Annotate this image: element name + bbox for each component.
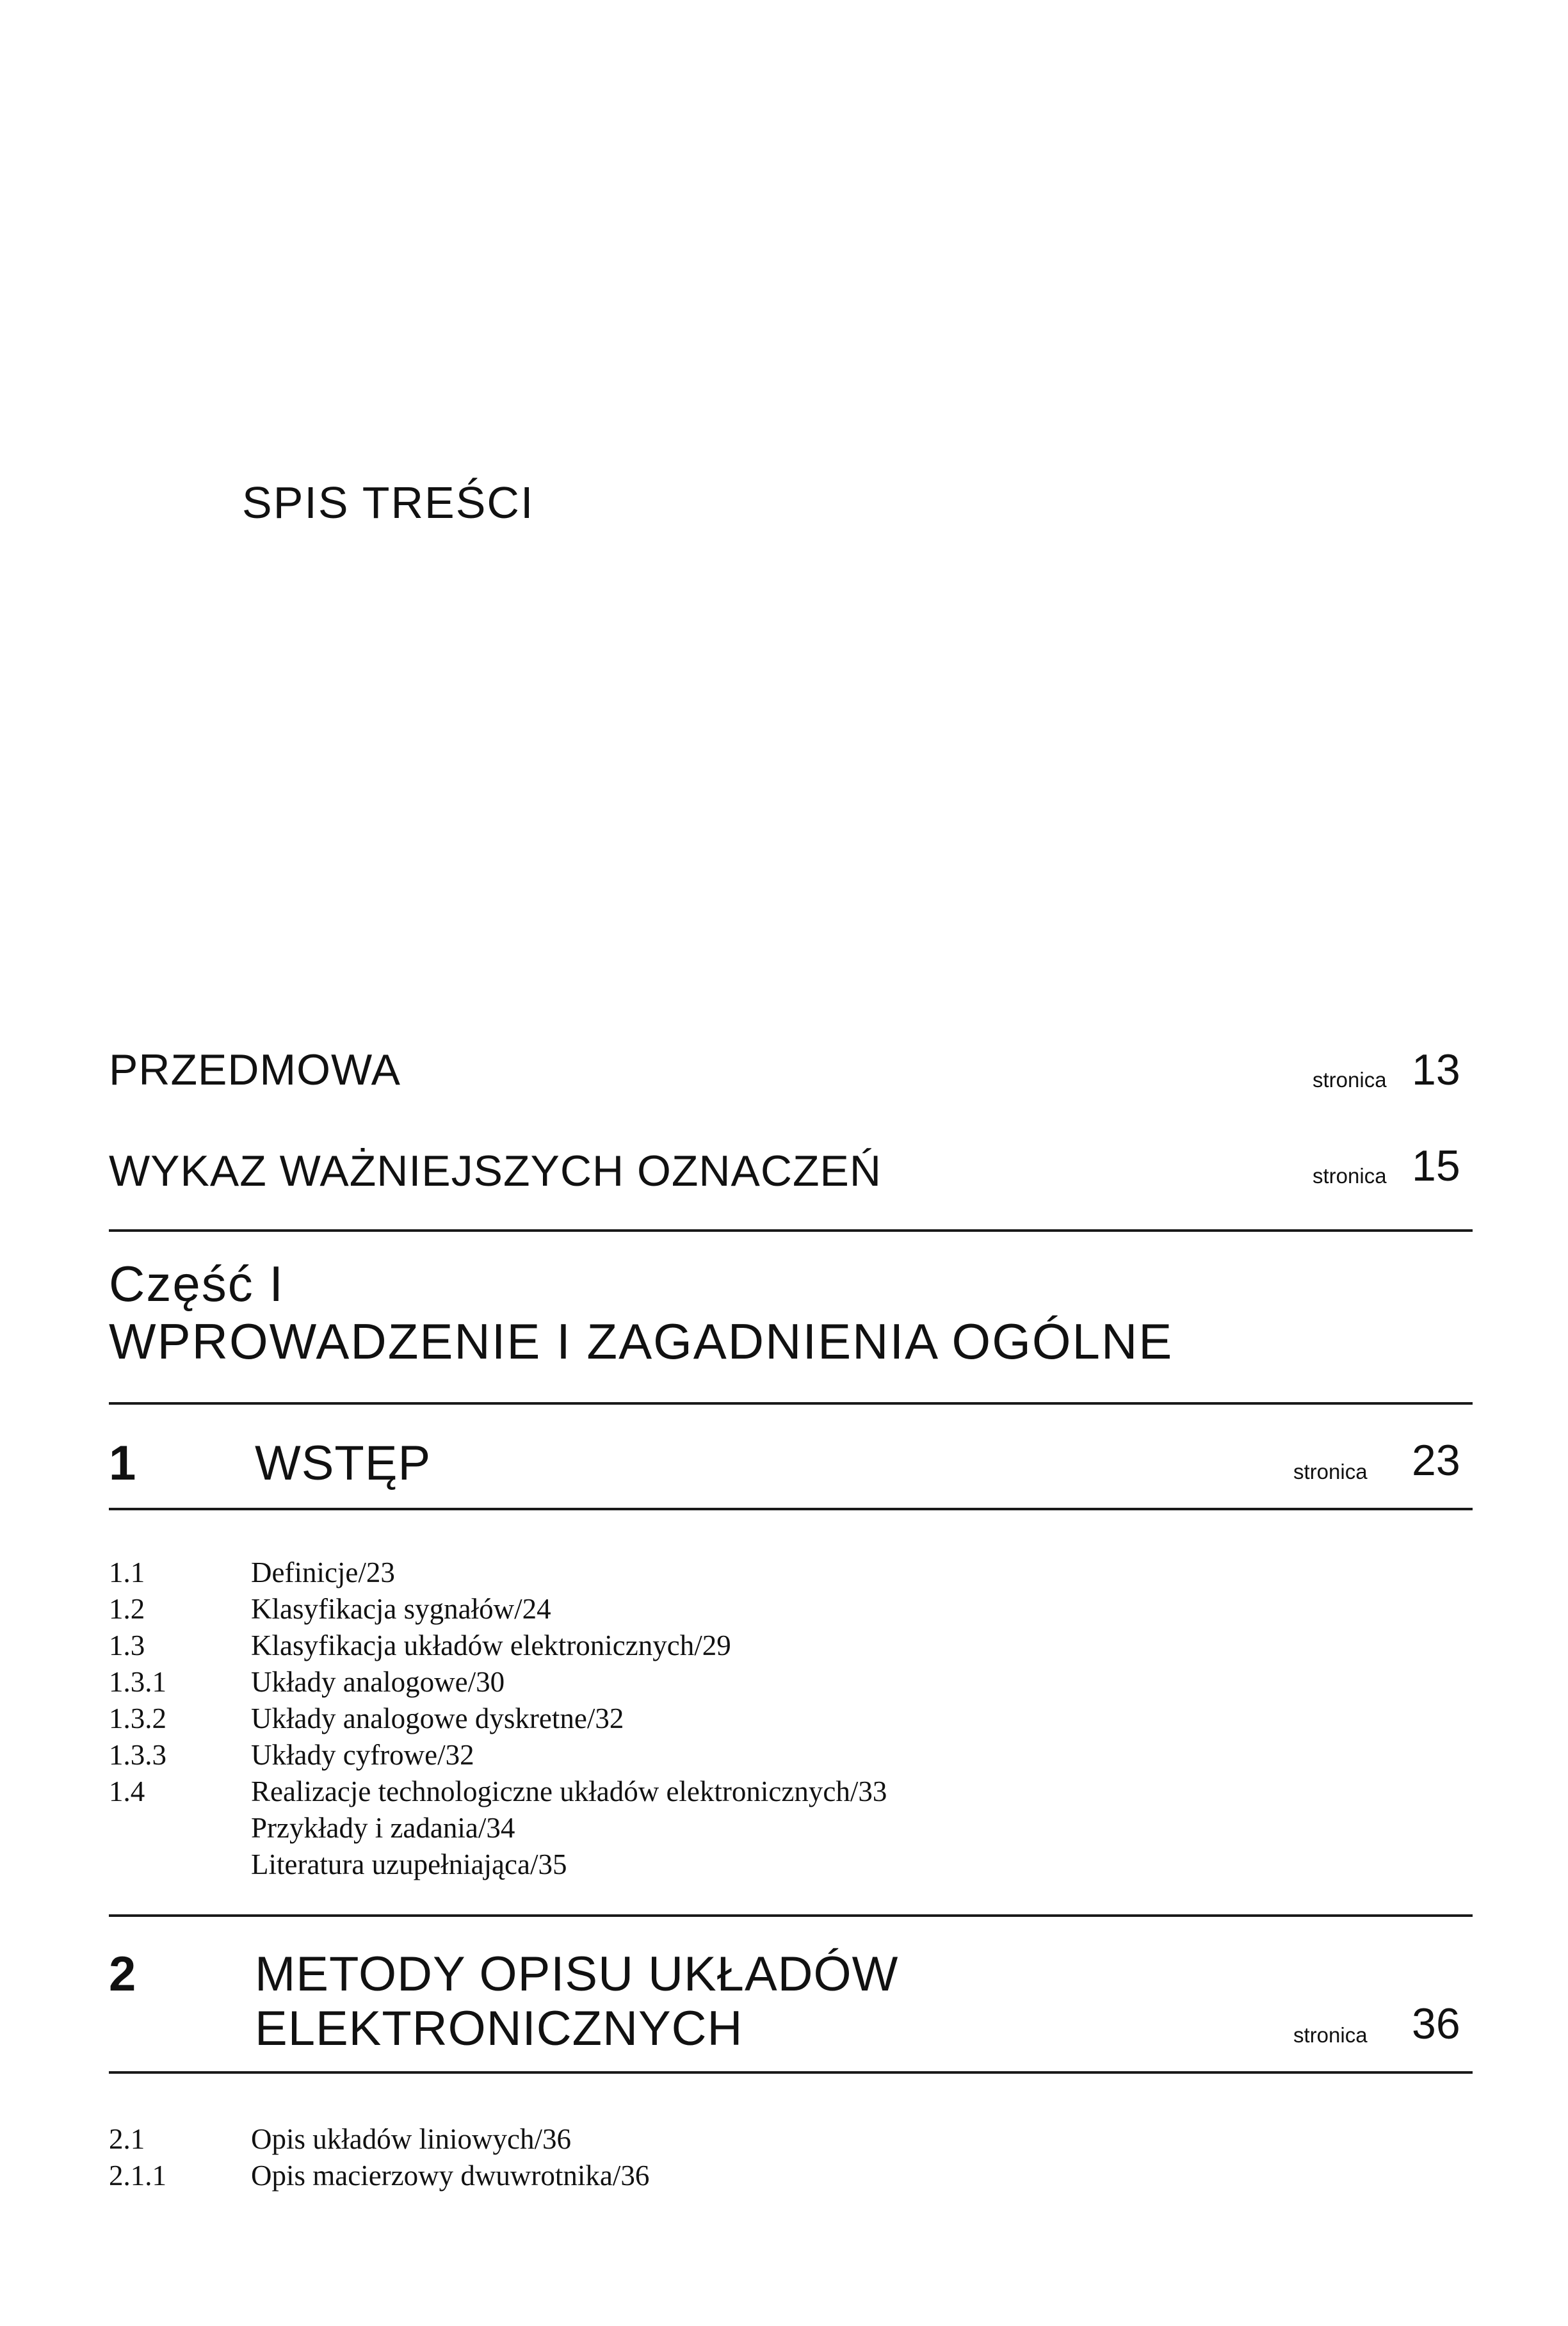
entry-text: Opis macierzowy dwuwrotnika/36 [251,2160,650,2192]
entry-text: Opis układów liniowych/36 [251,2123,571,2155]
page-label: stronica [1313,1068,1387,1092]
entry-number: 1.2 [109,1593,145,1625]
entry-number: 1.4 [109,1775,145,1807]
page-number: 13 [1412,1046,1460,1094]
chapter-number: 2 [109,1947,136,2001]
chapter-title: WSTĘP [255,1436,432,1490]
entry-number: 2.1 [109,2123,145,2155]
divider [109,2071,1473,2074]
entry-number: 1.3.1 [109,1666,166,1698]
front-matter-title-preface: PRZEDMOWA [109,1046,401,1094]
entry-number: 1.3.3 [109,1739,166,1771]
part-title: WPROWADZENIE I ZAGADNIENIA OGÓLNE [109,1313,1174,1369]
entry-text: Klasyfikacja sygnałów/24 [251,1593,551,1625]
entry-text: Klasyfikacja układów elektronicznych/29 [251,1629,731,1661]
page-label: stronica [1293,2023,1368,2047]
page-number: 23 [1412,1436,1460,1485]
divider [109,1229,1473,1232]
entry-text: Układy analogowe dyskretne/32 [251,1702,624,1734]
page-label: stronica [1293,1460,1368,1483]
divider [109,1402,1473,1405]
entry-number: 1.3.2 [109,1702,166,1734]
page-number: 36 [1412,1999,1460,2048]
page-label: stronica [1313,1164,1387,1188]
part-label: Część I [109,1256,285,1312]
entry-text: Realizacje technologiczne układów elektronicznych/33 [251,1775,887,1807]
chapter-title-line-2: ELEKTRONICZNYCH [255,2001,743,2056]
chapter-title-line-1: METODY OPISU UKŁADÓW [255,1947,899,2001]
entry-text: Przykłady i zadania/34 [251,1812,515,1844]
entry-text: Układy cyfrowe/32 [251,1739,474,1771]
front-matter-title-symbols: WYKAZ WAŻNIEJSZYCH OZNACZEŃ [109,1147,882,1195]
page-number: 15 [1412,1142,1460,1190]
entry-text: Układy analogowe/30 [251,1666,505,1698]
entry-number: 2.1.1 [109,2160,166,2192]
entry-text: Literatura uzupełniająca/35 [251,1848,567,1880]
divider [109,1508,1473,1510]
toc-title: SPIS TREŚCI [242,478,535,528]
entry-text: Definicje/23 [251,1556,395,1588]
entry-number: 1.1 [109,1556,145,1588]
chapter-number: 1 [109,1436,136,1490]
divider [109,1914,1473,1917]
entry-number: 1.3 [109,1629,145,1661]
